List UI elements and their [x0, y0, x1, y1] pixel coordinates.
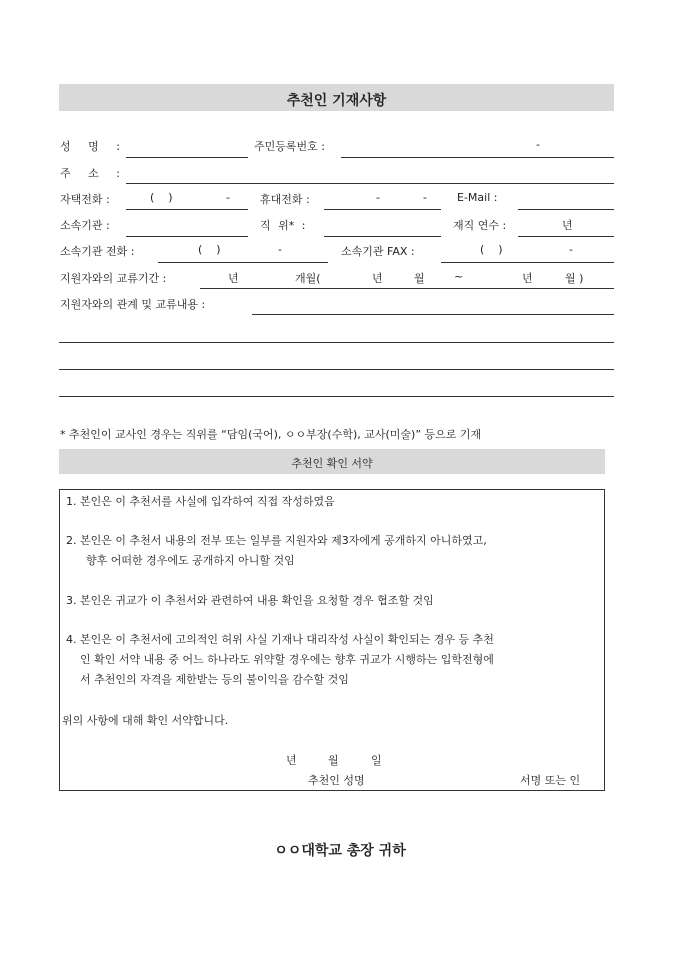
relation-line-3[interactable]: [59, 369, 614, 370]
home-phone-paren: ( ): [150, 191, 173, 204]
position-label: 직 위* :: [260, 219, 306, 232]
org-phone-label: 소속기관 전화 :: [60, 245, 135, 258]
email-input[interactable]: [518, 209, 614, 210]
pledge-item-4-line-3: 서 추천인의 자격을 제한받는 등의 불이익을 감수할 것임: [80, 673, 349, 686]
pledge-item-4-line-1: 4. 본인은 이 추천서에 고의적인 허위 사실 기재나 대리작성 사실이 확인되는 경우 등 추천: [66, 633, 494, 646]
relation-input[interactable]: [252, 314, 614, 315]
pledge-item-2-line-2: 향후 어떠한 경우에도 공개하지 아니할 것임: [86, 554, 295, 567]
section-title: 추천인 기재사항: [286, 93, 387, 109]
rrn-input[interactable]: [341, 157, 614, 158]
pledge-item-4-line-2: 인 확인 서약 내용 중 어느 하나라도 위약할 경우에는 향후 귀교가 시행하는 입학전형에: [80, 653, 494, 666]
pledge-item-2-line-1: 2. 본인은 이 추천서 내용의 전부 또는 일부를 지원자와 제3자에게 공개하지 아니하였고,: [66, 534, 487, 547]
pledge-item-1: 1. 본인은 이 추천서를 사실에 입각하여 직접 작성하였음: [66, 495, 335, 508]
home-phone-input[interactable]: [126, 209, 248, 210]
org-phone-dash: -: [278, 243, 282, 256]
org-fax-paren: ( ): [480, 243, 503, 256]
mobile-label: 휴대전화 :: [260, 193, 310, 206]
position-input[interactable]: [324, 236, 441, 237]
relation-label: 지원자와의 관계 및 교류내용 :: [60, 298, 206, 311]
rrn-dash: -: [536, 138, 540, 151]
pledge-box: [59, 489, 605, 791]
home-phone-dash: -: [226, 191, 230, 204]
org-phone-paren: ( ): [198, 243, 221, 256]
signature-label[interactable]: 서명 또는 인: [520, 774, 581, 787]
home-phone-label: 자택전화 :: [60, 193, 110, 206]
date-day: 일: [371, 754, 382, 767]
exchange-month: 개월(: [295, 272, 321, 285]
pledge-title: 추천인 확인 서약: [291, 457, 373, 470]
exchange-from-month: 월: [414, 272, 425, 285]
name-input[interactable]: [126, 157, 248, 158]
org-phone-input[interactable]: [158, 262, 328, 263]
org-label: 소속기관 :: [60, 219, 110, 232]
rrn-label: 주민등록번호 :: [254, 140, 325, 153]
address-input[interactable]: [126, 183, 614, 184]
addressee: ㅇㅇ대학교 총장 귀하: [274, 843, 406, 859]
tenure-unit: 년: [562, 219, 573, 232]
exchange-period-input[interactable]: [200, 288, 614, 289]
tenure-input[interactable]: [518, 236, 614, 237]
address-label: 주 소 :: [60, 167, 120, 180]
org-input[interactable]: [126, 236, 248, 237]
date-month: 월: [328, 754, 339, 767]
exchange-period-label: 지원자와의 교류기간 :: [60, 272, 167, 285]
relation-line-4[interactable]: [59, 396, 614, 397]
email-label: E-Mail :: [457, 191, 498, 204]
section-title-band: [59, 84, 614, 111]
date-year: 년: [286, 754, 297, 767]
mobile-dash-1: -: [376, 191, 380, 204]
relation-line-2[interactable]: [59, 342, 614, 343]
footnote: * 추천인이 교사인 경우는 직위를 “담임(국어), ㅇㅇ부장(수학), 교사(미술)” 등으로 기재: [60, 428, 482, 441]
name-label: 성 명 :: [60, 140, 120, 153]
exchange-to-year: 년: [522, 272, 533, 285]
mobile-dash-2: -: [423, 191, 427, 204]
org-fax-dash: -: [569, 243, 573, 256]
exchange-to-month: 월 ): [565, 272, 584, 285]
exchange-from-year: 년: [372, 272, 383, 285]
signer-name-label: 추천인 성명: [308, 774, 365, 787]
exchange-year: 년: [228, 272, 239, 285]
pledge-title-band: [59, 449, 605, 474]
mobile-input[interactable]: [324, 209, 441, 210]
exchange-tilde: ~: [454, 270, 464, 283]
org-fax-label: 소속기관 FAX :: [341, 245, 415, 258]
org-fax-input[interactable]: [441, 262, 614, 263]
pledge-item-3: 3. 본인은 귀교가 이 추천서와 관련하여 내용 확인을 요청할 경우 협조할 것임: [66, 594, 434, 607]
pledge-confirm: 위의 사항에 대해 확인 서약합니다.: [62, 714, 229, 727]
tenure-label: 재직 연수 :: [453, 219, 507, 232]
